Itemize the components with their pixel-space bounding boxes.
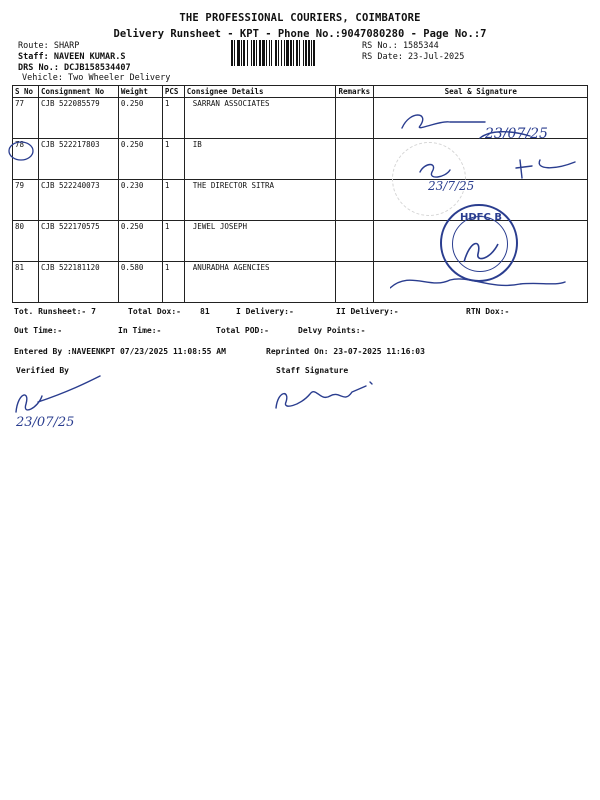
tot-runsheet: Tot. Runsheet:- 7 — [14, 307, 96, 316]
table-header-row — [13, 86, 588, 98]
cell-consignment: CJB 522170575 — [38, 221, 118, 262]
cell-weight: 0.580 — [118, 262, 162, 303]
cell-weight: 0.230 — [118, 180, 162, 221]
cell-consignee: THE DIRECTOR SITRA — [184, 180, 336, 221]
barcode — [231, 40, 351, 66]
company-title: THE PROFESSIONAL COURIERS, COIMBATORE — [179, 12, 421, 24]
svg-text:23/7/25: 23/7/25 — [428, 179, 475, 193]
rs-number: RS No.: 1585344 — [362, 41, 439, 51]
cell-consignee: IB — [184, 139, 336, 180]
delvy-points: Delvy Points:- — [298, 326, 366, 335]
col-weight: Weight — [118, 86, 162, 98]
cell-remarks — [336, 139, 374, 180]
cell-weight: 0.250 — [118, 221, 162, 262]
reprinted-on: Reprinted On: 23-07-2025 11:16:03 — [266, 347, 425, 356]
in-time: In Time:- — [118, 326, 162, 335]
cell-remarks — [336, 180, 374, 221]
col-remarks: Remarks — [336, 86, 374, 98]
i-delivery: I Delivery:- — [236, 307, 294, 316]
cell-remarks — [336, 262, 374, 303]
verified-by-label: Verified By — [16, 366, 69, 375]
out-time: Out Time:- — [14, 326, 63, 335]
route-label: Route: SHARP — [18, 41, 80, 51]
total-pod: Total POD:- — [216, 326, 269, 335]
ii-delivery: II Delivery:- — [336, 307, 399, 316]
circled-row-mark — [6, 138, 36, 164]
col-pcs: PCS — [162, 86, 184, 98]
cell-consignee: JEWEL JOSEPH — [184, 221, 336, 262]
col-consignee: Consignee Details — [184, 86, 336, 98]
cell-consignment: CJB 522181120 — [38, 262, 118, 303]
entered-by: Entered By :NAVEENKPT 07/23/2025 11:08:55 AM — [14, 347, 226, 356]
rtn-dox: RTN Dox:- — [466, 307, 510, 316]
cell-sno: 81 — [13, 262, 39, 303]
cell-sno: 77 — [13, 98, 39, 139]
vehicle-label: Vehicle: Two Wheeler Delivery — [22, 73, 171, 83]
col-sno: S No — [13, 86, 39, 98]
cell-weight: 0.250 — [118, 98, 162, 139]
cell-consignment: CJB 522217803 — [38, 139, 118, 180]
bank-stamp — [440, 204, 518, 282]
cell-sno: 78 — [13, 139, 39, 180]
cell-pcs: 1 — [162, 139, 184, 180]
staff-label: Staff: NAVEEN KUMAR.S — [18, 52, 126, 62]
stamp-text: HDFC B — [460, 212, 502, 223]
staff-signature — [270, 376, 390, 416]
rs-date: RS Date: 23-Jul-2025 — [362, 52, 465, 62]
cell-sno: 79 — [13, 180, 39, 221]
barcode-bar — [315, 40, 318, 66]
cell-consignment: CJB 522240073 — [38, 180, 118, 221]
staff-signature-label: Staff Signature — [276, 366, 349, 375]
cell-pcs: 1 — [162, 98, 184, 139]
runsheet-subtitle: Delivery Runsheet - KPT - Phone No.:9047080280 - Page No.:7 — [113, 28, 487, 40]
stamp-scribble — [460, 232, 504, 266]
col-consignment: Consignment No — [38, 86, 118, 98]
cell-consignee: SARRAN ASSOCIATES — [184, 98, 336, 139]
cell-remarks — [336, 221, 374, 262]
verified-signature — [8, 372, 118, 432]
total-dox-value: 81 — [200, 307, 210, 316]
cell-remarks — [336, 98, 374, 139]
drs-number: DRS No.: DCJB158534407 — [18, 63, 131, 73]
cell-sno: 80 — [13, 221, 39, 262]
col-seal: Seal & Signature — [374, 86, 588, 98]
total-dox-label: Total Dox:- — [128, 307, 181, 316]
cell-weight: 0.250 — [118, 139, 162, 180]
cell-pcs: 1 — [162, 262, 184, 303]
cell-consignment: CJB 522085579 — [38, 98, 118, 139]
cell-pcs: 1 — [162, 180, 184, 221]
svg-text:23/07/25: 23/07/25 — [485, 126, 548, 142]
cell-pcs: 1 — [162, 221, 184, 262]
cell-consignee: ANURADHA AGENCIES — [184, 262, 336, 303]
svg-text:23/07/25: 23/07/25 — [16, 415, 75, 430]
